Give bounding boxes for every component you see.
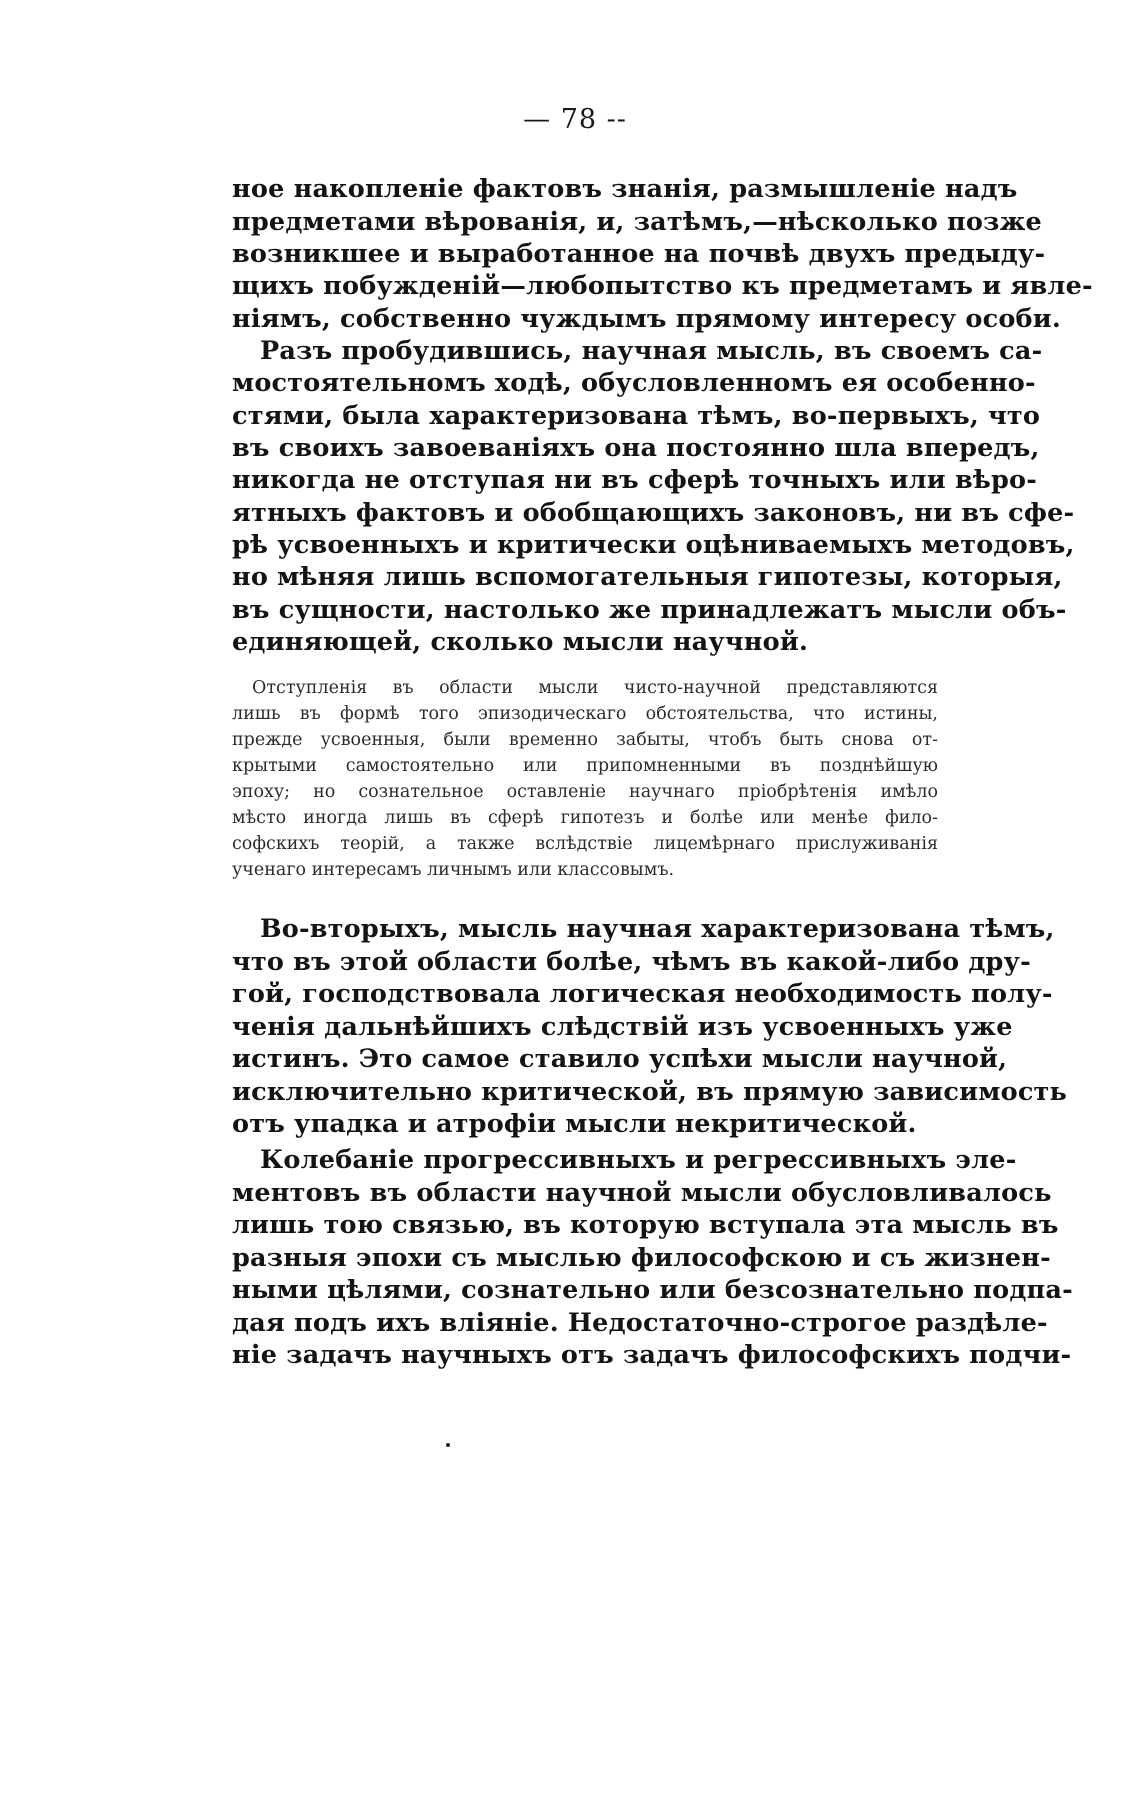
footnote-line: прежде усвоенныя, были временно забыты, чтобъ быть снова от- xyxy=(232,730,938,750)
text-line: единяющей, сколько мысли научной. xyxy=(232,627,809,657)
text-line: разныя эпохи съ мыслью философскою и съ жизнен- xyxy=(232,1243,1051,1273)
footnote-line: ученаго интересамъ личнымъ или классовымъ. xyxy=(232,860,675,880)
text-line: Во-вторыхъ, мысль научная характеризована тѣмъ, xyxy=(260,914,1055,944)
text-line: предметами вѣрованія, и, затѣмъ,—нѣсколько позже xyxy=(232,207,1042,237)
footnote-line: эпоху; но сознательное оставленіе научнаго пріобрѣтенія имѣло xyxy=(232,782,938,802)
text-line: въ своихъ завоеваніяхъ она постоянно шла впередъ, xyxy=(232,433,1040,463)
footnote-line: софскихъ теорій, а также вслѣдствіе лицемѣрнаго прислуживанія xyxy=(232,834,938,854)
text-line: ніе задачъ научныхъ отъ задачъ философскихъ подчи- xyxy=(232,1340,1072,1370)
text-line: Колебаніе прогрессивныхъ и регрессивныхъ эле- xyxy=(260,1145,1017,1175)
text-line: отъ упадка и атрофіи мысли некритической. xyxy=(232,1109,917,1139)
text-line: ятныхъ фактовъ и обобщающихъ законовъ, ни въ сфе- xyxy=(232,498,1075,528)
text-line: рѣ усвоенныхъ и критически оцѣниваемыхъ методовъ, xyxy=(232,530,1075,560)
text-line: дая подъ ихъ вліяніе. Недостаточно-строгое раздѣле- xyxy=(232,1308,1048,1338)
text-line: но мѣняя лишь вспомогательныя гипотезы, которыя, xyxy=(232,562,1063,592)
text-line: мостоятельномъ ходѣ, обусловленномъ ея особенно- xyxy=(232,368,1036,398)
footnote-line: крытыми самостоятельно или припомненными въ позднѣйшую xyxy=(232,756,938,776)
ink-speck xyxy=(446,1443,450,1447)
text-line: лишь тою связью, въ которую вступала эта мысль въ xyxy=(232,1210,1059,1240)
text-line: истинъ. Это самое ставило успѣхи мысли научной, xyxy=(232,1044,1008,1074)
text-line: что въ этой области болѣе, чѣмъ въ какой-либо дру- xyxy=(232,947,1031,977)
text-line: въ сущности, настолько же принадлежатъ мысли объ- xyxy=(232,595,1067,625)
text-line: щихъ побужденій—любопытство къ предметамъ и явле- xyxy=(232,271,1093,301)
footnote-line: мѣсто иногда лишь въ сферѣ гипотезъ и болѣе или менѣе фило- xyxy=(232,808,938,828)
text-line: ное накопленіе фактовъ знанія, размышленіе надъ xyxy=(232,174,1018,204)
text-line: гой, господствовала логическая необходимость полу- xyxy=(232,979,1053,1009)
text-line: исключительно критической, въ прямую зависимость xyxy=(232,1077,1068,1107)
footnote-line: Отступленія въ области мысли чисто-научной представляются xyxy=(252,678,938,698)
text-line: ментовъ въ области научной мысли обусловливалось xyxy=(232,1178,1052,1208)
text-line: никогда не отступая ни въ сферѣ точныхъ или вѣро- xyxy=(232,465,1038,495)
footnote-line: лишь въ формѣ того эпизодическаго обстоятельства, что истины, xyxy=(232,704,938,724)
text-line: стями, была характеризована тѣмъ, во-первыхъ, что xyxy=(232,401,1041,431)
text-line: Разъ пробудившись, научная мысль, въ своемъ са- xyxy=(260,336,1043,366)
text-line: возникшее и выработанное на почвѣ двухъ предыду- xyxy=(232,239,1046,269)
text-line: ченія дальнѣйшихъ слѣдствій изъ усвоенныхъ уже xyxy=(232,1012,1013,1042)
text-line: ными цѣлями, сознательно или безсознательно подпа- xyxy=(232,1275,1073,1305)
text-line: ніямъ, собственно чуждымъ прямому интересу особи. xyxy=(232,304,1061,334)
page-number: — 78 -- xyxy=(523,104,627,135)
